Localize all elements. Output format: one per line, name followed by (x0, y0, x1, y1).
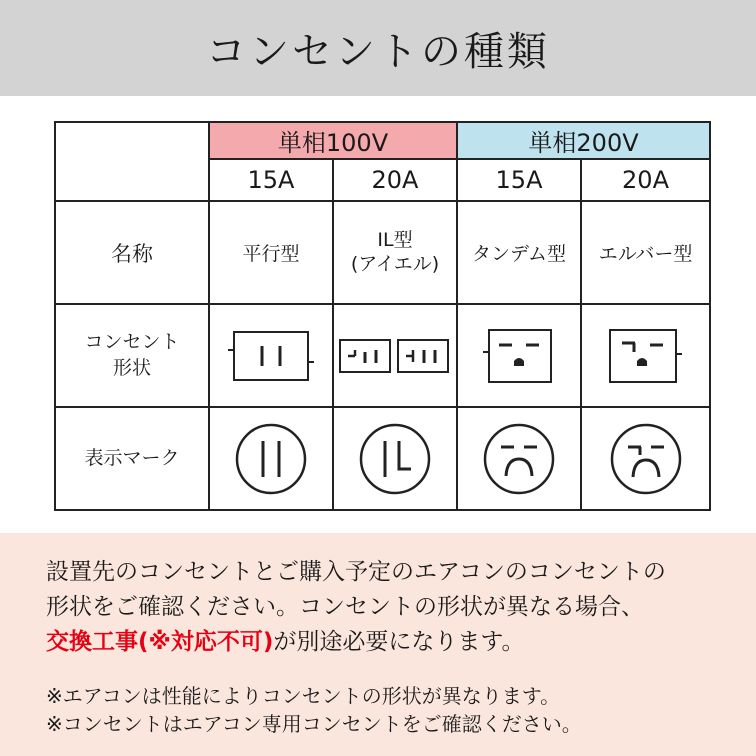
elbow-mark-icon (608, 421, 684, 497)
shape-elbow (581, 304, 710, 407)
mark-tandem (457, 407, 581, 510)
footnote-1: ※エアコンは性能によりコンセントの形状が異なります。 (46, 684, 561, 708)
title-bar (0, 0, 756, 96)
mark-elbow (581, 407, 710, 510)
parallel-outlet-icon (226, 326, 316, 386)
notice-highlight: 交換工事(※対応不可) (46, 629, 274, 655)
parallel-mark-icon (233, 421, 309, 497)
row-label-shape (55, 304, 209, 407)
row-label-shape-line1: コンセント (84, 330, 180, 353)
shape-parallel (209, 304, 333, 407)
name-il-line2: (アイエル) (350, 252, 440, 275)
notice-text (46, 555, 736, 660)
group-200v: 単相200V (457, 122, 710, 159)
page-title: コンセントの種類 (206, 28, 550, 75)
footnote-2: ※コンセントはエアコン専用コンセントをご確認ください。 (46, 712, 582, 736)
il-mark-icon (357, 421, 433, 497)
amp-200v-15a: 15A (457, 159, 581, 201)
elbow-outlet-icon (606, 326, 686, 386)
amp-200v-20a: 20A (581, 159, 710, 201)
group-100v: 単相100V (209, 122, 457, 159)
amp-100v-15a: 15A (209, 159, 333, 201)
amp-100v-20a: 20A (333, 159, 457, 201)
notice-panel (0, 533, 756, 756)
row-label-mark: 表示マーク (55, 407, 209, 510)
name-il-line1: IL型 (377, 228, 413, 251)
row-label-shape-line2: 形状 (112, 356, 151, 379)
name-elbow: エルバー型 (581, 201, 710, 304)
notice-line-1: 設置先のコンセントとご購入予定のエアコンのコンセントの (46, 559, 666, 585)
shape-tandem (457, 304, 581, 407)
name-il (333, 201, 457, 304)
shape-il (333, 304, 457, 407)
corner-cell (55, 122, 209, 201)
row-label-name: 名称 (55, 201, 209, 304)
mark-parallel (209, 407, 333, 510)
outlet-type-table (54, 121, 711, 511)
notice-line-3: が別途必要になります。 (273, 629, 525, 655)
footnotes (46, 682, 582, 738)
mark-il (333, 407, 457, 510)
tandem-mark-icon (481, 421, 557, 497)
name-tandem: タンデム型 (457, 201, 581, 304)
tandem-outlet-icon (479, 326, 559, 386)
notice-line-2: 形状をご確認ください。コンセントの形状が異なる場合、 (46, 594, 644, 620)
il-outlet-icon (338, 336, 452, 376)
name-parallel: 平行型 (209, 201, 333, 304)
